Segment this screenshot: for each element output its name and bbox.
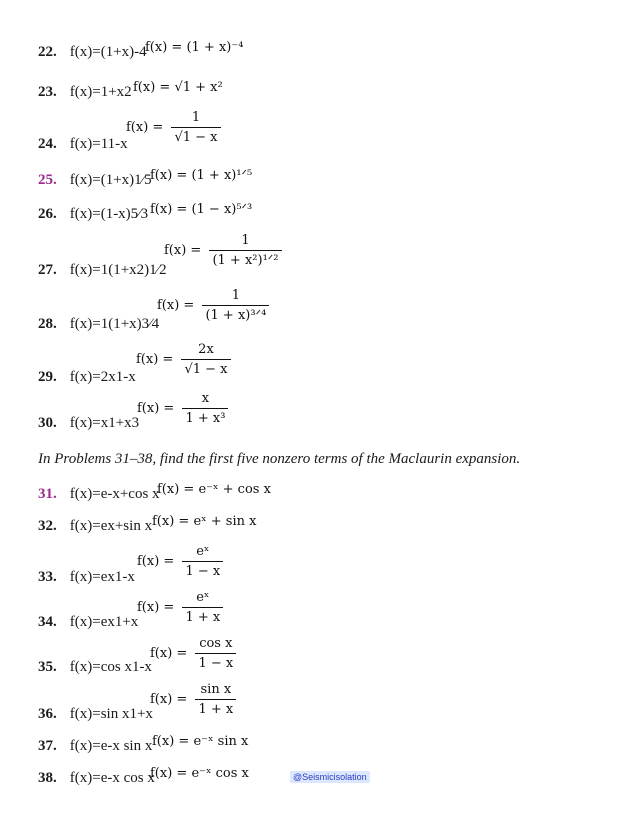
problem-number: 34.: [38, 614, 57, 630]
problem-number: 31.: [38, 486, 57, 502]
fraction-denominator: 1 + x³: [185, 411, 226, 426]
problem-29: [38, 369, 136, 386]
problem-text: f(x)=1+x2: [69, 84, 132, 100]
fraction: [195, 636, 236, 671]
fraction-numerator: 1: [209, 233, 281, 251]
formula-lhs: f(x) =: [157, 298, 195, 313]
problem-text: f(x)=sin x1+x: [69, 706, 153, 722]
problem-text: f(x)=2x1-x: [69, 369, 136, 385]
problem-38-formula: f(x) = e⁻ˣ cos x: [150, 766, 249, 781]
fraction-numerator: x: [182, 391, 228, 409]
fraction-denominator: 1 + x: [185, 610, 221, 625]
problem-25: [38, 172, 152, 189]
problem-text: f(x)=(1+x)1⁄5: [69, 172, 152, 188]
problem-text: f(x)=ex+sin x: [69, 518, 153, 534]
problem-30-formula: [137, 391, 228, 426]
instruction-text: In Problems 31–38, find the first five nonzero terms of the Maclaurin expansion.: [38, 451, 521, 467]
fraction-numerator: 2x: [181, 342, 230, 360]
problem-33-formula: [137, 544, 223, 579]
problem-number: 32.: [38, 518, 57, 534]
fraction: [171, 110, 220, 145]
fraction: [202, 288, 269, 323]
formula-lhs: f(x) =: [150, 692, 188, 707]
problem-number: 26.: [38, 206, 57, 222]
formula-lhs: f(x) =: [137, 554, 175, 569]
problem-number: 28.: [38, 316, 57, 332]
fraction-numerator: sin x: [195, 682, 236, 700]
problem-number: 24.: [38, 136, 57, 152]
fraction-numerator: 1: [171, 110, 220, 128]
problem-35-formula: [150, 636, 236, 671]
fraction: [209, 233, 281, 268]
fraction-numerator: cos x: [195, 636, 236, 654]
problem-26-formula: f(x) = (1 − x)⁵ᐟ³: [150, 202, 253, 217]
problem-33: [38, 569, 135, 586]
problem-27-formula: [164, 233, 282, 268]
problem-text: f(x)=e-x+cos x: [69, 486, 160, 502]
problem-37: [38, 738, 152, 755]
problem-29-formula: [136, 342, 231, 377]
problem-text: f(x)=ex1+x: [69, 614, 139, 630]
fraction-numerator: eˣ: [182, 590, 223, 608]
problem-38: [38, 770, 155, 787]
problem-23: [38, 84, 132, 101]
fraction-denominator: √1 − x: [174, 130, 218, 145]
problem-22-formula: f(x) = (1 + x)⁻⁴: [145, 40, 244, 55]
problem-text: f(x)=1(1+x2)1⁄2: [69, 262, 167, 278]
formula-lhs: f(x) =: [164, 243, 202, 258]
formula-lhs: f(x) =: [136, 352, 174, 367]
problem-26: [38, 206, 148, 223]
problem-24-formula: [126, 110, 221, 145]
fraction-denominator: (1 + x²)¹ᐟ²: [212, 253, 279, 268]
fraction-denominator: (1 + x)³ᐟ⁴: [205, 308, 267, 323]
problem-34-formula: [137, 590, 223, 625]
problem-number: 36.: [38, 706, 57, 722]
problem-31: [38, 486, 160, 503]
watermark: @Seismicisolation: [290, 771, 370, 783]
problem-number: 23.: [38, 84, 57, 100]
problem-text: f(x)=1(1+x)3⁄4: [69, 316, 160, 332]
fraction-denominator: √1 − x: [184, 362, 228, 377]
problem-24: [38, 136, 128, 153]
problem-number: 27.: [38, 262, 57, 278]
fraction-numerator: 1: [202, 288, 269, 306]
problem-number: 37.: [38, 738, 57, 754]
problem-number: 33.: [38, 569, 57, 585]
formula-lhs: f(x) =: [150, 646, 188, 661]
problem-34: [38, 614, 138, 631]
problem-text: f(x)=e-x sin x: [69, 738, 153, 754]
problem-35: [38, 659, 152, 676]
problem-31-formula: f(x) = e⁻ˣ + cos x: [157, 482, 271, 497]
fraction: [182, 590, 223, 625]
problem-36-formula: [150, 682, 236, 717]
problem-text: f(x)=cos x1-x: [69, 659, 152, 675]
problem-32: [38, 518, 152, 535]
problem-number: 22.: [38, 44, 57, 60]
formula-lhs: f(x) =: [137, 600, 175, 615]
problem-25-formula: f(x) = (1 + x)¹ᐟ⁵: [150, 168, 253, 183]
problem-28-formula: [157, 288, 269, 323]
fraction: [182, 544, 223, 579]
problem-text: f(x)=x1+x3: [69, 415, 140, 431]
fraction-denominator: 1 − x: [185, 564, 221, 579]
problem-28: [38, 316, 159, 333]
fraction-denominator: 1 − x: [198, 656, 234, 671]
problem-text: f(x)=ex1-x: [69, 569, 135, 585]
fraction-denominator: 1 + x: [198, 702, 234, 717]
formula-lhs: f(x) =: [137, 401, 175, 416]
problem-36: [38, 706, 153, 723]
problem-number: 30.: [38, 415, 57, 431]
fraction-numerator: eˣ: [182, 544, 223, 562]
problem-number: 25.: [38, 172, 57, 188]
problem-32-formula: f(x) = eˣ + sin x: [152, 514, 257, 529]
problem-text: f(x)=11-x: [69, 136, 128, 152]
problem-text: f(x)=e-x cos x: [69, 770, 155, 786]
fraction: [195, 682, 236, 717]
problem-number: 35.: [38, 659, 57, 675]
problem-text: f(x)=(1+x)-4: [69, 44, 147, 60]
formula-lhs: f(x) =: [126, 120, 164, 135]
problem-text: f(x)=(1-x)5⁄3: [69, 206, 149, 222]
fraction: [182, 391, 228, 426]
problem-23-formula: f(x) = √1 + x²: [133, 80, 223, 95]
problem-number: 38.: [38, 770, 57, 786]
problem-22: [38, 44, 147, 61]
problem-37-formula: f(x) = e⁻ˣ sin x: [152, 734, 249, 749]
problem-27: [38, 262, 167, 279]
problem-number: 29.: [38, 369, 57, 385]
fraction: [181, 342, 230, 377]
problem-30: [38, 415, 139, 432]
